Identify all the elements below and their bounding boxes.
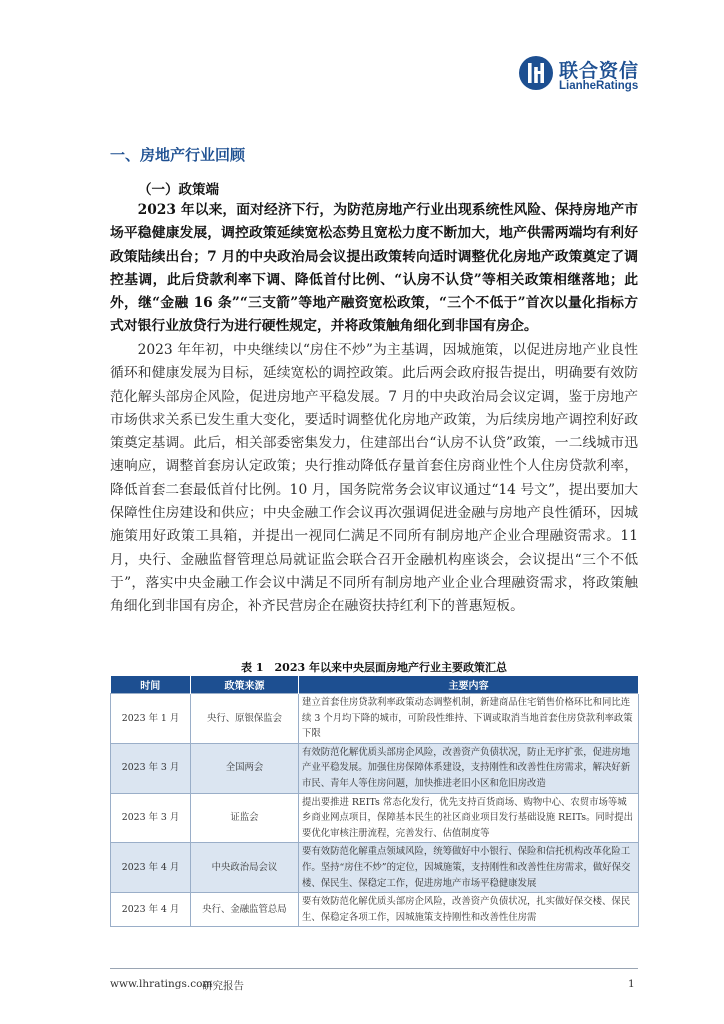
logo-chinese-name: 联合资信 [559, 60, 640, 82]
cell-content: 提出要推进 REITs 常态化发行，优先支持百货商场、购物中心、农贸市场等城乡商业网点项目，保障基本民生的社区商业项目发行基础设施 REITs。同时提出要优化审核注册流程，完善发行、估值制度等 [299, 793, 639, 843]
table-row [111, 694, 639, 744]
cell-time: 2023 年 3 月 [111, 793, 191, 843]
header-content: 主要内容 [299, 676, 639, 694]
table-row [111, 843, 639, 893]
cell-source: 央行、金融监管总局 [191, 893, 299, 927]
cell-content: 要有效防范化解重点领域风险，统筹做好中小银行、保险和信托机构改革化险工作。坚持“房住不炒”的定位，因城施策，支持刚性和改善性住房需求，做好保交楼、保民生、保稳定工作，促进房地产市场平稳健康发展 [299, 843, 639, 893]
header-time: 时间 [111, 676, 191, 694]
table-caption: 表 1 2023 年以来中央层面房地产行业主要政策汇总 [241, 661, 507, 674]
cell-source: 全国两会 [191, 743, 299, 793]
cell-source: 证监会 [191, 793, 299, 843]
cell-source: 央行、原银保监会 [191, 694, 299, 744]
table-row [111, 793, 639, 843]
header-source: 政策来源 [191, 676, 299, 694]
cell-content: 有效防范化解优质头部房企风险，改善资产负债状况，防止无序扩张，促进房地产业平稳发展。加强住房保障体系建设，支持刚性和改善性住房需求，解决好新市民、青年人等住房问题，加快推进老旧小区和危旧房改造 [299, 743, 639, 793]
logo-english-name: LianheRatings [559, 80, 639, 92]
footer-website: www.lhratings.com [110, 978, 213, 990]
cell-time: 2023 年 3 月 [111, 743, 191, 793]
cell-time: 2023 年 4 月 [111, 893, 191, 927]
page-number: 1 [628, 978, 635, 990]
cell-time: 2023 年 1 月 [111, 694, 191, 744]
cell-source: 中央政治局会议 [191, 843, 299, 893]
table-row [111, 893, 639, 927]
lianhe-logo-icon [518, 55, 554, 91]
body-paragraph: 2023 年年初，中央继续以“房住不炒”为主基调，因城施策，以促进房地产业良性循环和健康发展为目标，延续宽松的调控政策。此后两会政府报告提出，明确要有效防范化解头部房企风险，促进房地产平稳发展。7 月的中央政治局会议定调，鉴于房地产市场供求关系已发生重大变化，要适时调整优化房地产政策，为后续房地产调控利好政策奠定基调。此后，相关部委密集发力，住建部出台“认房不认贷”政策，一二线城市迅速响应，调整首套房认定政策；央行推动降低存量首套住房商业性个人住房贷款利率，降低首套二套最低首付比例。10 月，国务院常务会议审议通过“14 号文”，提出要加大保障性住房建设和供应；中央金融工作会议再次强调促进金融与房地产良性循环，因城施策用好政策工具箱，并提出一视同仁满足不同所有制房地产企业合理融资需求。11 月，央行、金融监督管理总局就证监会联合召开金融机构座谈会，会议提出“三个不低于”，落实中央金融工作会议中满足不同所有制房地产业企业合理融资需求，将政策触角细化到非国有房企，补齐民营房企在融资扶持红利下的普惠短板。 [110, 342, 638, 615]
section-title: 一、房地产行业回顾 [110, 146, 246, 164]
table-header-row [111, 676, 639, 694]
subsection-title: （一）政策端 [138, 182, 219, 198]
company-logo [518, 55, 668, 95]
footer-divider [110, 968, 638, 969]
policy-table [110, 676, 639, 927]
table-row [111, 743, 639, 793]
cell-content: 建立首套住房贷款利率政策动态调整机制，新建商品住宅销售价格环比和同比连续 3 个月均下降的城市，可阶段性维持、下调或取消当地首套住房贷款利率政策下限 [299, 694, 639, 744]
summary-paragraph: 2023 年以来，面对经济下行，为防范房地产行业出现系统性风险、保持房地产市场平稳健康发展，调控政策延续宽松态势且宽松力度不断加大，地产供需两端均有利好政策陆续出台；7 月的中央政治局会议提出政策转向适时调整优化房地产政策奠定了调控基调，此后贷款利率下调、降低首付比例、“认房不认贷”等相关政策相继落地；此外，继“金融 16 条”“三支箭”等地产融资宽松政策，“三个不低于”首次以量化指标方式对银行业放贷行为进行硬性规定，并将政策触角细化到非国有房企。 [110, 202, 638, 335]
cell-time: 2023 年 4 月 [111, 843, 191, 893]
cell-content: 要有效防范化解优质头部房企风险，改善资产负债状况，扎实做好保交楼、保民生、保稳定各项工作，因城施策支持刚性和改善性住房需 [299, 893, 639, 927]
footer-doc-type: 研究报告 [202, 980, 244, 992]
